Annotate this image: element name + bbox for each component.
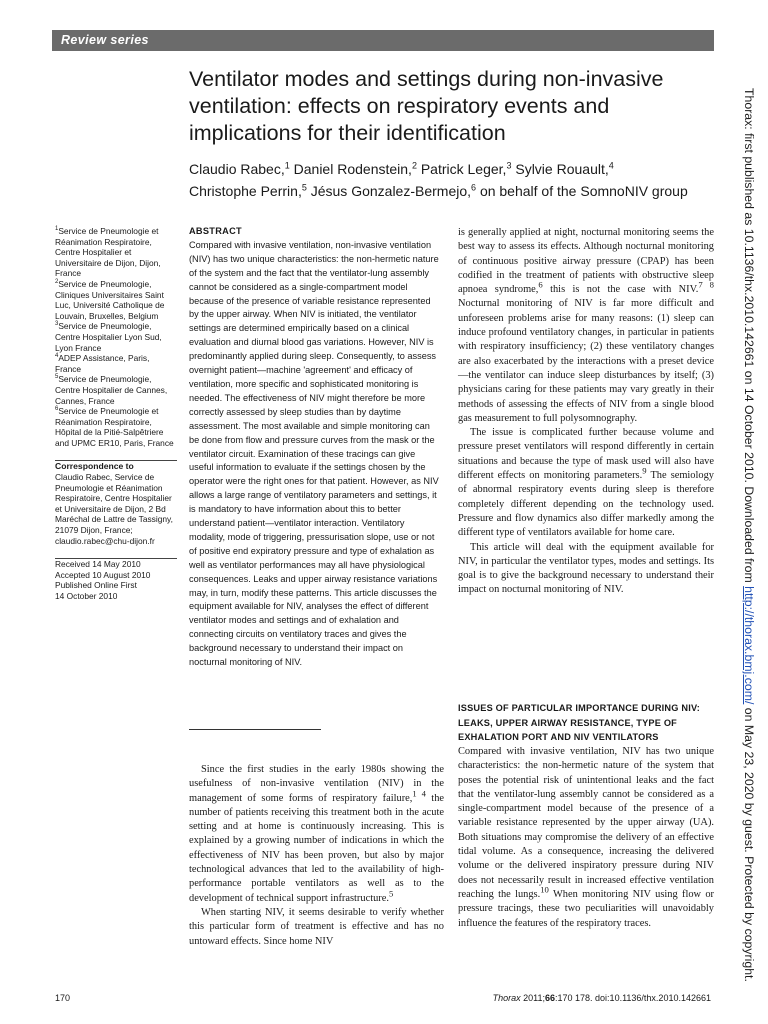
author-name: Christophe Perrin, (189, 183, 302, 199)
affiliation: $^3$Service de Pneumologie, Centre Hospitalier Lyon Sud, Lyon France (55, 321, 162, 353)
author-name: Sylvie Rouault, (515, 161, 609, 177)
article-title: Ventilator modes and settings during non-invasive ventilation: effects on respiratory events and implications for their identification (189, 67, 664, 145)
published-date: 14 October 2010 (55, 591, 118, 601)
abstract-text: Compared with invasive ventilation, non-invasive ventilation (NIV) has two unique characteristics: the non-hermetic nature of the system and the fact that the ventilator-lung assembly cannot be considered as a single-compartment model because of the presence of variable resistance represented by the upper airway. When NIV is initiated, the ventilator settings are determined empirically based on a clinical evaluation and diurnal blood gas variations. However, NIV is predominantly applied during sleep. Consequently, to assess overnight patient—machine 'agreement' and efficacy of ventilation, more specific and sophisticated monitoring is needed. The effectiveness of NIV might therefore be more correctly assessed by sleep studies than by daytime assessment. The most available and simple monitoring can be done from flow and pressure curves from the mask or the ventilator circuit. Examination of these tracings can give useful information to evaluate if the settings chosen by the operator were the right ones for that patient. However, as NIV allows a large range of ventilatory parameters and settings, it is mandatory to have information about this to better understand patient—ventilator interaction. Ventilatory modality, mode of triggering, pressurisation slope, use or not of positive end expiratory pressure and type of exhalation as well as ventilator performances may all have physiological consequences. Leaks and upper airway resistance variations may, in turn, modify these patterns. This article discusses the equipment available for NIV, analyses the effect of different ventilator modes and settings and of exhalation and connecting circuits on ventilatory traces and gives the background necessary to understand their impact on nocturnal monitoring of NIV. (189, 239, 439, 668)
body-paragraph: This article will deal with the equipment available for NIV, in particular the ventilator types, modes and settings. Its goal is to give the background necessary to understand their impact on nocturnal monitoring of NIV. (458, 541, 714, 596)
affiliations-column (55, 226, 177, 602)
author-name: Jésus Gonzalez-Bermejo, (310, 183, 472, 199)
author-name: Daniel Rodenstein, (293, 161, 412, 177)
body-column-right (458, 226, 714, 598)
body-column-left (189, 763, 444, 949)
author-list: Claudio Rabec,$^1$ Daniel Rodenstein,$^2$ Patrick Leger,$^3$ Sylvie Rouault,$^4$ Christophe Perrin,$^5$ Jésus Gonzalez-Bermejo,$^6$ on behalf of the SomnoNIV group (189, 160, 688, 199)
authors-group: on behalf of the SomnoNIV group (479, 183, 688, 199)
abstract-divider (189, 729, 321, 730)
body-column-right-lower (458, 745, 714, 931)
affiliation: $^1$Service de Pneumologie et Réanimation Respiratoire, Centre Hospitalier et Universitaire de Dijon, Dijon, France (55, 226, 161, 279)
body-paragraph: The issue is complicated further because volume and pressure preset ventilators will respond differently in certain situations and because the type of mask used will also have different effects on monitoring parameters.$^9$ The semiology of abnormal respiratory events during sleep is therefore completely different depending on the technology used. Pressure and flow dynamics also differ markedly among the different type of ventilators available for home care. (458, 427, 714, 539)
side-download-note: Thorax: first published as 10.1136/thx.2010.142661 on 14 October 2010. Downloaded from http://thorax.bmj.com/ on May 23, 2020 by guest. Protected by copyright. (742, 88, 756, 982)
review-series-banner (52, 30, 714, 51)
journal-link[interactable]: http://thorax.bmj.com/ (742, 586, 756, 705)
page-number: 170 (55, 993, 71, 1003)
author-name: Patrick Leger, (420, 161, 507, 177)
body-paragraph: Compared with invasive ventilation, NIV has two unique characteristics: the non-hermetic nature of the system that poses the potential risk of unintentional leaks and the fact that the ventilator-lung assembly cannot be considered as a single-compartment model because of the presence of a variable resistance represented by the upper airway (UA). Both situations may compromise the delivery of an effective tidal volume. As a consequence, increasing the delivered volume or the delivered inspiratory pressure during NIV does not necessarily result in increased effective ventilation reaching the lungs.$^{10}$ When monitoring NIV using flow or pressure tracings, these two peculiarities will unavoidably influence the features of the respiratory traces. (458, 746, 714, 929)
abstract-heading: ABSTRACT (189, 226, 242, 236)
correspondence-text: Claudio Rabec, Service de Pneumologie et Réanimation Respiratoire, Centre Hospitalier et Universitaire de Dijon, 2 Bd Maréchal de Lattre de Tassigny, 21079 Dijon, France; claudio.rabec@chu-dijon.fr (55, 472, 173, 546)
author-name: Claudio Rabec, (189, 161, 285, 177)
section-heading: ISSUES OF PARTICULAR IMPORTANCE DURING NIV: LEAKS, UPPER AIRWAY RESISTANCE, TYPE OF EXHALATION PORT AND NIV VENTILATORS (458, 703, 701, 742)
published-label: Published Online First (55, 580, 137, 591)
series-label: Review series (61, 33, 149, 47)
correspondence-heading: Correspondence to (55, 461, 134, 472)
body-paragraph: Since the first studies in the early 1980s showing the usefulness of non-invasive ventilation (NIV) in the management of some forms of respiratory failure,$^{1 4}$ the number of patients receiving this treatment both in the acute setting and at home is continuously increasing. This is explained by a growing number of indications in which the effectiveness of NIV has been proven, but also by major technological advances that led to the availability of high-performance portable ventilators as well as to the development of technical support infrastructure.$^5$ (189, 764, 444, 904)
body-paragraph: is generally applied at night, nocturnal monitoring seems the best way to assess its effects. Although nocturnal monitoring of continuous positive airway pressure (CPAP) has been codified in the treatment of patients with obstructive sleep apnoea syndrome,$^6$ this is not the case with NIV.$^{7 8}$ Nocturnal monitoring of NIV is far more difficult and unforeseen problems arise for many reasons: (1) sleep can induce profound ventilatory changes, in particular in patients with respiratory insufficiency; (2) these ventilatory changes are also exacerbated by the interactions with a preset device—the ventilator can induce sleep disturbances by itself; (3) physicians caring for these patients may vary greatly in their methods of assessing the effects of NIV from a single blood gas measurement to full polysomnography. (458, 227, 714, 424)
affiliation: $^2$Service de Pneumologie, Cliniques Universitaires Saint Luc, Université Catholique de Louvain, Bruxelles, Belgium (55, 278, 165, 321)
affiliation: $^4$ADEP Assistance, Paris, France (55, 353, 150, 374)
abstract (189, 225, 439, 670)
journal-name: Thorax (492, 993, 521, 1003)
affiliation: $^5$Service de Pneumologie, Centre Hospitalier de Cannes, Cannes, France (55, 374, 168, 406)
accepted-date: Accepted 10 August 2010 (55, 569, 151, 580)
body-paragraph: When starting NIV, it seems desirable to verify whether this particular form of treatment is effective and has no untoward effects. Since home NIV (189, 906, 444, 947)
footer-citation: Thorax 2011;66:170 178. doi:10.1136/thx.2010.142661 (492, 993, 711, 1003)
received-date: Received 14 May 2010 (55, 559, 141, 570)
affiliation: $^6$Service de Pneumologie et Réanimation Respiratoire, Hôpital de la Pitié-Salpêtriere and UPMC ER10, Paris, France (55, 406, 174, 448)
